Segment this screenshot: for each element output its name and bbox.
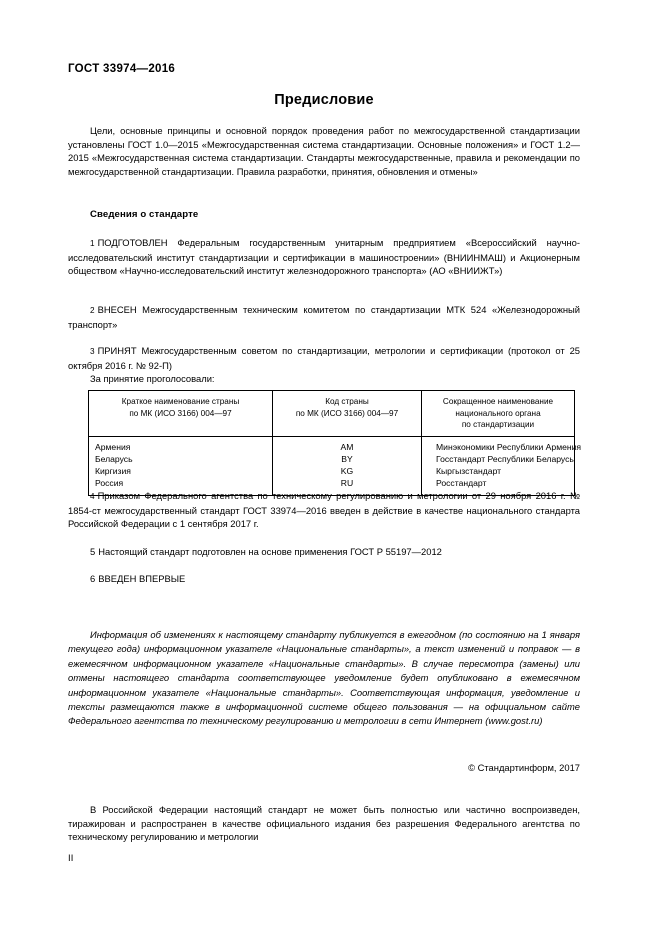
- vote-table-header-row: [89, 391, 575, 437]
- list-item: Кыргызстандарт: [436, 466, 502, 477]
- list-item: BY: [341, 453, 353, 464]
- foreword-item-3-number: 3: [90, 347, 95, 356]
- foreword-item-5: [68, 545, 580, 559]
- foreword-item-1: [68, 236, 580, 278]
- vote-table-header-body: [422, 391, 575, 437]
- foreword-item-4: [68, 489, 580, 531]
- list-item: Армения: [95, 441, 131, 452]
- foreword-item-3: [68, 344, 580, 372]
- foreword-item-2: [68, 303, 580, 331]
- vote-table-header-body-line1: Сокращенное наименование национального органа: [442, 397, 554, 418]
- list-item: KG: [340, 466, 354, 477]
- list-item: RU: [340, 478, 354, 489]
- copyright-line: © Стандартинформ, 2017: [468, 762, 580, 773]
- vote-table-header-country: [89, 391, 273, 437]
- foreword-item-3-text: ПРИНЯТ Межгосударственным советом по стандартизации, метрологии и сертификации (протокол от 25 октября 2016 г. № 92-П): [68, 345, 580, 371]
- code-list: [273, 437, 421, 495]
- page-title: Предисловие: [274, 92, 374, 108]
- vote-table-header-code-line2: по МК (ИСО 3166) 004—97: [295, 408, 399, 418]
- body-list: [422, 437, 582, 495]
- vote-table-head: [89, 391, 575, 437]
- list-item: Минэкономики Республики Армения: [436, 441, 582, 452]
- standard-info-heading: Сведения о стандарте: [90, 209, 199, 220]
- vote-table-cell-codes: [273, 436, 422, 495]
- list-item: Киргизия: [95, 466, 131, 477]
- vote-table-header-country-line1: Краткое наименование страны: [121, 397, 240, 406]
- foreword-item-2-text: ВНЕСЕН Межгосударственным техническим комитетом по стандартизации МТК 524 «Железнодорожный транспорт»: [68, 304, 580, 330]
- vote-caption: За принятие проголосовали:: [90, 373, 215, 384]
- vote-table-header-code: [273, 391, 422, 437]
- foreword-intro-paragraph: Цели, основные принципы и основной порядок проведения работ по межгосударственной стандартизации установлены ГОСТ 1.0—2015 «Межгосударственная система стандартизации. Основные положения» и ГОСТ 1.2—2015 «Межгосударственная система стандартизации. Стандарты межгосударственные, правила и рекомендации по межгосударственной стандартизации. Правила разработки, принятия, обновления и отмены»: [68, 125, 580, 177]
- running-header: ГОСТ 33974—2016: [68, 63, 176, 75]
- vote-table-cell-countries: [89, 436, 273, 495]
- vote-table-body: [89, 436, 582, 495]
- foreword-item-6-number: 6: [90, 573, 96, 584]
- list-item: Россия: [95, 478, 124, 489]
- list-item: Госстандарт Республики Беларусь: [436, 453, 574, 464]
- foreword-item-4-text: Приказом Федерального агентства по техническому регулированию и метрологии от 29 ноября 2016 г. № 1854-ст межгосударственный стандарт ГОСТ 33974—2016 введен в действие в качестве национального стандарта Российской Федерации с 1 сентября 2017 г.: [68, 490, 580, 530]
- list-item: Росстандарт: [436, 478, 487, 489]
- foreword-item-6-text: ВВЕДЕН ВПЕРВЫЕ: [98, 573, 186, 584]
- foreword-item-1-number: 1: [90, 239, 95, 248]
- foreword-item-1-text: ПОДГОТОВЛЕН Федеральным государственным унитарным предприятием «Всероссийский научно-исследовательский институт стандартизации и сертификации в машиностроении» (ВНИИНМАШ) и Акционерным обществом «Научно-исследовательский институт железнодорожного транспорта» (АО «ВНИИЖТ»): [68, 237, 580, 277]
- vote-table-cell-bodies: [422, 436, 582, 495]
- list-item: Беларусь: [95, 453, 133, 464]
- vote-table-row-group: [89, 436, 575, 495]
- foreword-item-4-number: 4: [90, 492, 95, 501]
- vote-table: [88, 390, 582, 496]
- country-list: [89, 437, 272, 495]
- foreword-item-5-text: Настоящий стандарт подготовлен на основе применения ГОСТ Р 55197—2012: [98, 546, 442, 557]
- vote-table-header-body-line2: по стандартизации: [461, 420, 535, 430]
- amendment-notice: Информация об изменениях к настоящему стандарту публикуется в ежегодном (по состоянию на 1 января текущего года) информационном указателе «Национальные стандарты», а текст изменений и поправок — в ежемесячном информационном указателе «Национальные стандарты». В случае пересмотра (замены) или отмены настоящего стандарта соответствующее уведомление будет опубликовано в ежемесячном информационном указателе «Национальные стандарты». Соответствующая информация, уведомление и тексты размещаются также в информационной системе общего пользования — на официальном сайте Федерального агентства по техническому регулированию и метрологии в сети Интернет (www.gost.ru): [68, 629, 580, 727]
- foreword-item-6: [68, 572, 580, 586]
- list-item: AM: [340, 441, 354, 452]
- page-number: II: [68, 852, 74, 863]
- vote-table-header-country-line2: по МК (ИСО 3166) 004—97: [129, 408, 232, 418]
- foreword-item-5-number: 5: [90, 546, 96, 557]
- vote-table-header-code-line1: Код страны: [325, 397, 369, 406]
- foreword-item-2-number: 2: [90, 306, 95, 315]
- reproduction-notice: В Российской Федерации настоящий стандарт не может быть полностью или частично воспроизведен, тиражирован и распространен в качестве официального издания без разрешения Федерального агентства по техническому регулированию и метрологии: [68, 804, 580, 843]
